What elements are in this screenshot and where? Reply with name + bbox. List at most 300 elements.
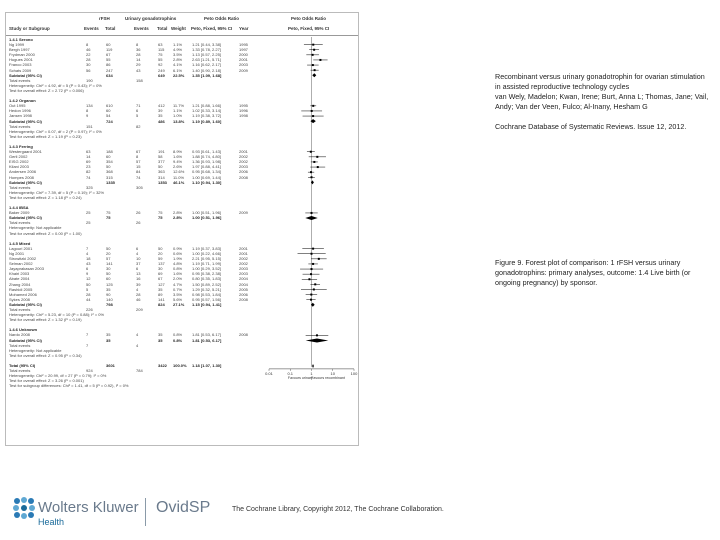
cell-e1: 12 [86, 276, 91, 282]
cell-e2: 4 [136, 250, 139, 256]
cell-e1: 74 [86, 174, 91, 180]
cell-e2: 74 [136, 174, 141, 180]
cell-w: 0.8% [173, 337, 183, 343]
cell-ci: 1.10 [0.94, 1.30] [192, 179, 222, 185]
header-total1: Total [105, 26, 116, 31]
header-group2: Urinary gonadotrophins [125, 16, 177, 21]
wolters-kluwer-logo-icon [12, 496, 36, 525]
point-estimate [312, 248, 314, 250]
cell-yr: 2002 [239, 256, 248, 262]
cell-e2: 8 [136, 42, 139, 48]
header-events1: Events [84, 26, 99, 31]
cell-t2: 1353 [158, 179, 167, 185]
cell-ci: 1.35 [1.09, 1.68] [192, 72, 222, 78]
cell-e1: 134 [86, 103, 93, 109]
cell-label: Andersen 2006 [9, 169, 37, 175]
cell-t2: 67 [158, 276, 163, 282]
cell-t2: 69 [158, 271, 163, 277]
cell-e1: 63 [86, 149, 91, 155]
cell-e1: 28 [86, 291, 91, 297]
point-estimate [312, 263, 314, 265]
cell-w: 3.5% [173, 52, 183, 58]
cell-label: Test for overall effect: Z = 1.19 (P = 0.23) [9, 133, 82, 139]
summary-diamond [310, 119, 315, 123]
cell-t1: 724 [106, 118, 113, 124]
cell-yr: 2002 [239, 154, 248, 160]
cell-ci: 1.33 [0.78, 2.27] [192, 47, 221, 53]
cell-e2: 13 [136, 271, 141, 277]
cell-t1: 75 [106, 215, 111, 221]
cell-e1: 44 [86, 296, 91, 302]
cell-label: Subtotal (95% CI) [9, 301, 42, 307]
cell-e2: 82 [136, 123, 141, 129]
point-estimate [313, 161, 315, 163]
cell-e2: 26 [136, 220, 141, 226]
cell-e2: 84 [136, 169, 141, 175]
cell-yr: 2000 [239, 52, 248, 58]
cell-w: 4.1% [173, 62, 183, 68]
cell-e2: 46 [136, 296, 141, 302]
review-journal: Cochrane Database of Systematic Reviews. Issue 12, 2012. [495, 122, 687, 131]
cell-ci: 1.21 [0.44, 3.38] [192, 42, 221, 48]
cell-label: Jansen 1998 [9, 113, 32, 119]
point-estimate [314, 283, 316, 285]
cell-label: Heterogeneity: Chi² = 0.07, df = 2 (P = 0.97); I² = 0% [9, 128, 102, 134]
cell-w: 4.8% [173, 261, 183, 267]
cell-w: 0.6% [173, 250, 183, 256]
cell-t2: 3422 [158, 363, 167, 368]
cell-t2: 30 [158, 266, 163, 272]
cell-e1: 7 [86, 332, 89, 338]
cell-label: Hedon 1996 [9, 108, 31, 114]
cell-t1: 90 [106, 291, 111, 297]
cell-t2: 39 [158, 108, 163, 114]
cell-t1: 57 [106, 256, 111, 262]
figure-caption: Figure 9. Forest plot of comparison: 1 rFSH versus urinary gonadotrophins: primary analyses, outcome: 1.4 Live birth (or ongoing pregnancy) by sponsor. [495, 258, 691, 287]
cell-label: Heterogeneity: Chi² = 7.39, df = 5 (P = 0.19); I² = 32% [9, 189, 105, 195]
point-estimate [310, 151, 312, 153]
cell-t2: 115 [158, 47, 165, 53]
cell-ci: 1.02 [0.33, 3.14] [192, 108, 221, 114]
cell-w: 11.0% [173, 174, 185, 180]
cell-label: Out 1995 [9, 103, 26, 109]
cell-yr: 2006 [239, 291, 248, 297]
header-year: Year [239, 26, 249, 31]
point-estimate [312, 115, 314, 117]
cell-t2: 249 [158, 67, 165, 73]
cell-ci: 1.29 [0.32, 5.21] [192, 286, 221, 292]
cell-label: Test for overall effect: Z = 3.26 (P = 0.001) [9, 378, 84, 384]
favours-left-label: Favours urinary [287, 375, 313, 380]
cell-e2: 37 [136, 261, 141, 267]
cell-label: Test for overall effect: Z = 1.32 (P = 0.19) [9, 317, 82, 323]
point-estimate [319, 59, 321, 61]
cell-label: 1.4.5 Mixed [9, 240, 31, 246]
cell-e2: 10 [136, 256, 141, 262]
cell-yr: 2002 [239, 159, 248, 165]
cell-e1: 18 [86, 256, 91, 262]
cell-t2: 35 [158, 332, 163, 338]
cell-e1: 7 [86, 245, 89, 251]
cell-w: 1.0% [173, 113, 183, 119]
cell-t1: 354 [106, 159, 113, 165]
point-estimate [313, 49, 315, 51]
cell-w: 2.0% [173, 276, 183, 282]
x-tick-label: 0.1 [287, 370, 294, 376]
cell-e1: 25 [86, 220, 91, 226]
cell-t1: 60 [106, 276, 111, 282]
cell-label: Total events [9, 306, 31, 312]
cell-ci: 0.95 [0.68, 1.34] [192, 169, 221, 175]
cell-w: 8.9% [173, 149, 183, 155]
cell-label: Heterogeneity: Not applicable [9, 225, 62, 231]
cell-e1: 25 [86, 210, 91, 216]
cell-yr: 1997 [239, 47, 248, 53]
cell-t2: 649 [158, 72, 165, 78]
cell-label: EISG 2002 [9, 159, 29, 165]
cell-label: Heterogeneity: Chi² = 5.23, df = 10 (P = 0.88); I² = 0% [9, 312, 105, 318]
cell-label: Selman 2002 [9, 261, 33, 267]
cell-t2: 377 [158, 159, 165, 165]
cell-t2: 59 [158, 256, 163, 262]
cell-ci: 1.21 [0.88, 1.66] [192, 103, 221, 109]
cell-t1: 125 [106, 281, 113, 287]
cell-e2: 16 [136, 276, 141, 282]
cell-w: 12.6% [173, 169, 185, 175]
point-estimate [311, 253, 313, 255]
cell-e1: 9 [86, 271, 89, 277]
cell-ci: 1.13 [0.57, 2.25] [192, 52, 221, 58]
cell-w: 22.5% [173, 72, 185, 78]
cell-label: Total events [9, 77, 31, 83]
cell-t1: 50 [106, 271, 111, 277]
cell-t2: 50 [158, 245, 163, 251]
cell-e1: 22 [86, 52, 91, 58]
cell-e1: 9 [86, 113, 89, 119]
point-estimate [311, 110, 313, 112]
cell-t2: 35 [158, 286, 163, 292]
cell-e2: 4 [136, 342, 139, 348]
cell-label: Test for overall effect: Z = 1.18 (P = 0.24) [9, 194, 82, 200]
cell-t2: 35 [158, 113, 163, 119]
cell-label: 1.4.1 Serono [9, 37, 33, 42]
cell-t1: 60 [106, 42, 111, 48]
cell-e2: 67 [136, 149, 141, 155]
cell-label: Ng 2001 [9, 250, 25, 256]
cell-e1: 190 [86, 77, 93, 83]
cell-label: Subtotal (95% CI) [9, 337, 42, 343]
cell-e1: 69 [86, 159, 91, 165]
cell-label: Total events [9, 184, 31, 190]
cell-ci: 1.19 [0.71, 1.99] [192, 261, 221, 267]
point-estimate [314, 69, 316, 71]
cell-label: Frydman 2000 [9, 52, 35, 58]
cell-e1: 4 [86, 250, 89, 256]
point-estimate [317, 166, 319, 168]
cell-t1: 35 [106, 337, 111, 343]
cell-t2: 75 [158, 215, 163, 221]
cell-t1: 86 [106, 62, 111, 68]
point-estimate [312, 105, 314, 107]
cell-t1: 119 [106, 47, 113, 53]
cell-label: Baker 2009 [9, 210, 30, 216]
cell-label: Schats 2009 [9, 67, 32, 73]
cell-ci: 0.80 [0.35, 1.83] [192, 276, 221, 282]
cell-label: Total events [9, 342, 31, 348]
summary-diamond [312, 73, 316, 77]
cell-e2: 5 [136, 113, 139, 119]
cell-w: 27.1% [173, 301, 185, 307]
point-estimate [310, 171, 312, 173]
point-estimate [316, 156, 318, 158]
footer-divider [145, 498, 146, 526]
cell-t2: 363 [158, 169, 165, 175]
header-total2: Total [157, 26, 168, 31]
cell-yr: 2004 [239, 281, 248, 287]
cell-e1: 924 [86, 368, 93, 374]
cell-ci: 1.15 [0.94, 1.41] [192, 301, 222, 307]
cell-w: 2.8% [173, 210, 183, 216]
cell-label: Total (95% CI) [9, 363, 36, 368]
cell-t2: 824 [158, 301, 165, 307]
cell-label: Nardo 2008 [9, 332, 30, 338]
cell-w: 46.1% [173, 179, 185, 185]
cell-t2: 58 [158, 154, 163, 160]
cell-t1: 20 [106, 250, 111, 256]
cell-ci: 1.00 [0.69, 1.44] [192, 174, 221, 180]
cell-yr: 2001 [239, 250, 248, 256]
cell-yr: 2003 [239, 62, 248, 68]
cell-e2: 784 [136, 368, 143, 374]
cell-e1: 14 [86, 154, 91, 160]
cell-label: Gerli 2002 [9, 154, 28, 160]
cell-e1: 46 [86, 47, 91, 53]
cell-e1: 151 [86, 123, 93, 129]
cell-label: Subtotal (95% CI) [9, 118, 42, 124]
cell-t1: 50 [106, 245, 111, 251]
cell-yr: 2008 [239, 296, 248, 302]
point-estimate [316, 334, 318, 336]
cell-yr: 2001 [239, 57, 248, 63]
cell-t1: 67 [106, 52, 111, 58]
cell-e2: 6 [136, 266, 139, 272]
header-plot-sub: Peto, Fixed, 95% CI [288, 26, 330, 31]
cell-label: Ng 1999 [9, 42, 25, 48]
cell-t1: 368 [106, 169, 113, 175]
cell-label: Heterogeneity: Chi² = 20.99, df = 27 (P = 0.79); I² = 0% [9, 373, 107, 379]
x-tick-label: 0.01 [265, 370, 273, 376]
cell-yr: 2006 [239, 169, 248, 175]
cell-label: Rashidi 2005 [9, 286, 33, 292]
cell-ci: 1.97 [0.88, 4.41] [192, 164, 221, 170]
cell-label: Mohamed 2006 [9, 291, 37, 297]
cell-t2: 55 [158, 57, 163, 63]
cell-ci: 0.95 [0.38, 2.38] [192, 271, 221, 277]
cell-ci: 0.98 [0.53, 1.84] [192, 291, 221, 297]
cell-yr: 2003 [239, 164, 248, 170]
point-estimate [312, 54, 314, 56]
cell-w: 6.1% [173, 67, 183, 73]
point-estimate [312, 44, 314, 46]
point-estimate [313, 288, 315, 290]
cell-t1: 141 [106, 261, 113, 267]
cell-label: 1.4.3 Ferring [9, 143, 33, 149]
point-estimate [311, 268, 313, 270]
cell-ci: 1.00 [0.22, 4.66] [192, 250, 221, 256]
cell-t1: 3601 [106, 363, 115, 368]
cell-yr: 2003 [239, 266, 248, 272]
cell-ci: 1.19 [0.89, 1.60] [192, 118, 222, 124]
header-or-sub: Peto, Fixed, 95% CI [191, 26, 233, 31]
cell-e2: 6 [136, 245, 139, 251]
cell-yr: 1995 [239, 42, 248, 48]
cell-e2: 36 [136, 47, 141, 53]
cell-ci: 2.63 [1.21, 5.71] [192, 57, 221, 63]
cell-w: 100.0% [173, 363, 187, 368]
cell-ci: 0.95 [0.57, 1.56] [192, 296, 221, 302]
cell-label: Strowitzki 2002 [9, 256, 37, 262]
cell-w: 13.8% [173, 118, 185, 124]
cell-label: 1.4.6 Unknown [9, 327, 38, 333]
cell-yr: 2002 [239, 261, 248, 267]
cell-e1: 325 [86, 184, 93, 190]
cell-ci: 0.93 [0.61, 1.43] [192, 149, 221, 155]
cell-e1: 226 [86, 306, 93, 312]
cell-ci: 1.88 [0.74, 4.80] [192, 154, 221, 160]
favours-right-label: Favours recombinant [311, 375, 345, 380]
cell-label: Franco 2003 [9, 62, 32, 68]
cell-yr: 2004 [239, 276, 248, 282]
cell-ci: 1.19 [0.37, 3.83] [192, 245, 221, 251]
cell-yr: 2008 [239, 332, 248, 338]
cell-label: Hompes 2008 [9, 174, 34, 180]
point-estimate [310, 299, 312, 301]
cell-w: 9.4% [173, 159, 183, 165]
cell-t1: 634 [106, 72, 113, 78]
point-estimate [312, 64, 314, 66]
cell-t2: 20 [158, 250, 163, 256]
point-estimate [318, 258, 320, 260]
cell-w: 1.1% [173, 108, 183, 114]
cell-label: Subtotal (95% CI) [9, 215, 42, 221]
cell-ci: 1.40 [0.90, 2.18] [192, 67, 221, 73]
cell-t2: 127 [158, 281, 165, 287]
cell-ci: 1.00 [0.29, 3.52] [192, 266, 221, 272]
cell-w: 0.8% [173, 266, 183, 272]
cell-label: Heterogeneity: Not applicable [9, 347, 62, 353]
cell-e2: 43 [136, 67, 141, 73]
cell-e2: 15 [136, 164, 141, 170]
cell-e2: 57 [136, 159, 141, 165]
cell-t1: 54 [106, 113, 111, 119]
cell-yr: 2005 [239, 286, 248, 292]
cell-t2: 63 [158, 42, 163, 48]
cell-label: 1.4.4 IBSA [9, 205, 29, 211]
cell-label: Test for overall effect: Z = 0.00 (P = 1.00) [9, 230, 82, 236]
cell-t2: 486 [158, 118, 165, 124]
cell-w: 4.9% [173, 47, 183, 53]
point-estimate [310, 273, 312, 275]
x-tick-label: 100 [350, 370, 358, 376]
cell-t2: 191 [158, 149, 165, 155]
cell-t1: 247 [106, 67, 113, 73]
cell-w: 1.1% [173, 42, 183, 48]
cell-ci: 1.50 [0.89, 2.52] [192, 281, 221, 287]
copyright-text: The Cochrane Library, Copyright 2012, The Cochrane Collaboration. [232, 506, 444, 513]
header-plot-or: Peto Odds Ratio [291, 16, 327, 21]
cell-e1: 6 [86, 266, 89, 272]
cell-t1: 140 [106, 296, 113, 302]
cell-ci: 1.81 [0.53, 6.17] [192, 337, 222, 343]
cell-t1: 610 [106, 103, 113, 109]
cell-w: 4.7% [173, 281, 183, 287]
point-estimate [310, 294, 312, 296]
summary-diamond [312, 364, 314, 368]
cell-e2: 28 [136, 291, 141, 297]
cell-e2: 39 [136, 281, 141, 287]
cell-t1: 315 [106, 174, 113, 180]
cell-e2: 14 [136, 57, 141, 63]
cell-t1: 50 [106, 164, 111, 170]
cell-t2: 412 [158, 103, 165, 109]
cell-label: Subtotal (95% CI) [9, 179, 42, 185]
forest-plot-figure [5, 12, 359, 446]
cell-w: 1.6% [173, 154, 183, 160]
cell-e2: 209 [136, 306, 143, 312]
summary-diamond [305, 216, 317, 220]
cell-w: 11.7% [173, 103, 185, 109]
cell-yr: 2003 [239, 271, 248, 277]
cell-t1: 188 [106, 149, 113, 155]
review-citation [495, 72, 710, 132]
cell-label: Subtotal (95% CI) [9, 72, 42, 78]
cell-t2: 35 [158, 337, 163, 343]
cell-t1: 798 [106, 301, 113, 307]
cell-yr: 1995 [239, 103, 248, 109]
cell-label: Total events [9, 220, 31, 226]
cell-t1: 30 [106, 266, 111, 272]
cell-e2: 29 [136, 62, 141, 68]
cell-label: Test for subgroup differences: Chi² = 1.41, df = 5 (P = 0.92), I² = 0% [9, 383, 129, 389]
cell-ci: 1.19 [0.38, 3.72] [192, 113, 221, 119]
cell-w: 2.6% [173, 164, 183, 170]
point-estimate [308, 278, 310, 280]
x-tick-label: 10 [330, 370, 335, 376]
cell-ci: 1.16 [0.62, 2.17] [192, 62, 221, 68]
cell-label: Hugues 2001 [9, 57, 33, 63]
cell-w: 3.5% [173, 291, 183, 297]
cell-t2: 141 [158, 296, 165, 302]
brand-name: Wolters Kluwer [38, 499, 139, 516]
cell-t2: 137 [158, 261, 165, 267]
cell-label: Bergh 1997 [9, 47, 30, 53]
cell-w: 0.9% [173, 245, 183, 251]
point-estimate [311, 212, 313, 214]
cell-e2: 8 [136, 154, 139, 160]
cell-e1: 5 [86, 286, 89, 292]
cell-label: Zhang 2004 [9, 281, 31, 287]
cell-yr: 2008 [239, 174, 248, 180]
cell-ci: 1.81 [0.53, 6.17] [192, 332, 221, 338]
cell-ci: 1.18 [1.07, 1.30] [192, 363, 222, 368]
header-weight: Weight [171, 26, 186, 31]
cell-w: 2.8% [173, 215, 183, 221]
cell-t2: 314 [158, 174, 165, 180]
cell-e1: 7 [86, 342, 89, 348]
cell-e2: 26 [136, 210, 141, 216]
cell-e2: 4 [136, 332, 139, 338]
cell-t2: 75 [158, 52, 163, 58]
